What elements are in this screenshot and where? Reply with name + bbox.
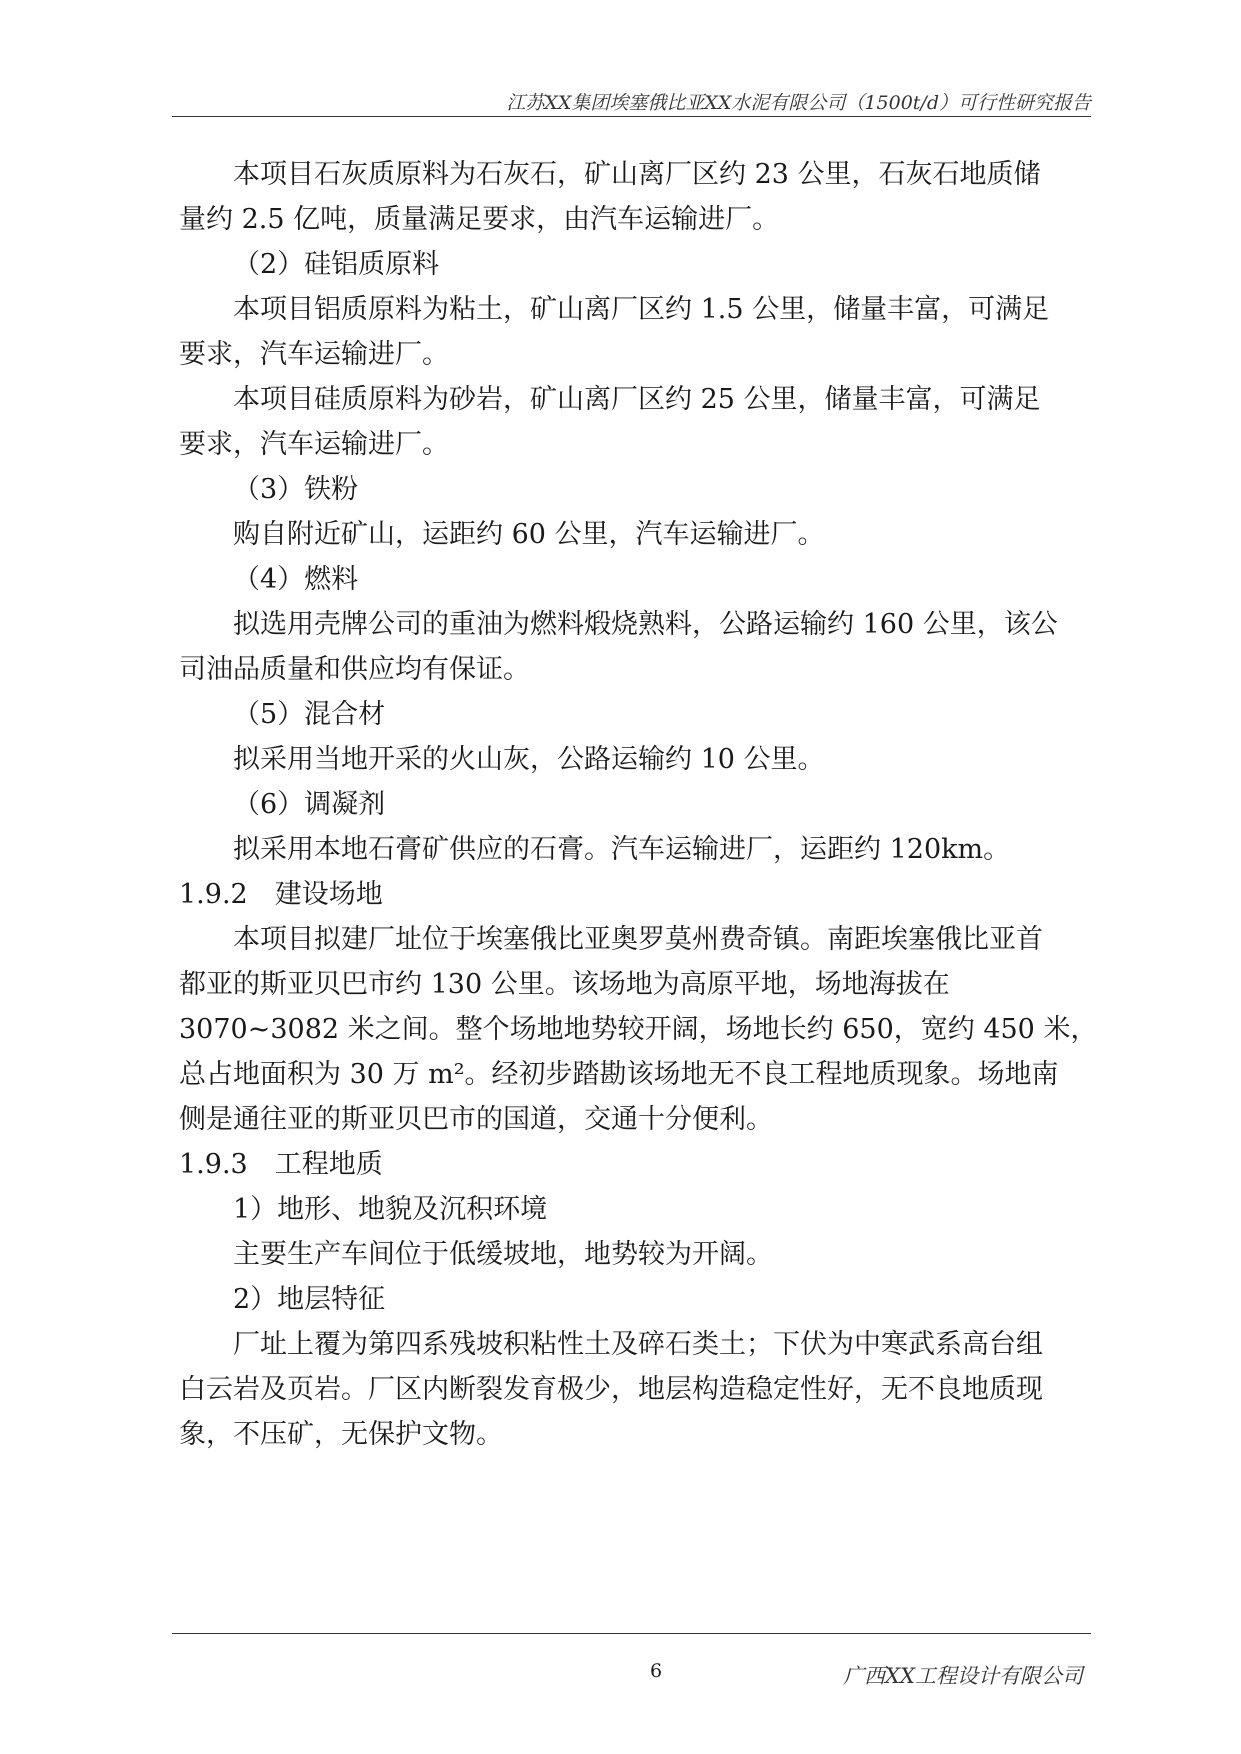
subsection-heading: 2）地层特征 bbox=[233, 1284, 386, 1315]
text-line: 要求，汽车运输进厂。 bbox=[179, 429, 449, 460]
text-line: 本项目拟建厂址位于埃塞俄比亚奥罗莫州费奇镇。南距埃塞俄比亚首 bbox=[233, 924, 1043, 955]
header-divider bbox=[172, 116, 1091, 117]
subsection-heading: （3）铁粉 bbox=[233, 474, 359, 505]
page-header-title: 江苏XX集团埃塞俄比亚XX水泥有限公司（1500t/d）可行性研究报告 bbox=[506, 92, 1091, 114]
subsection-heading: （5）混合材 bbox=[233, 699, 386, 730]
text-line: 本项目铝质原料为粘土，矿山离厂区约 1.5 公里，储量丰富，可满足 bbox=[233, 294, 1050, 325]
text-line: 主要生产车间位于低缓坡地，地势较为开阔。 bbox=[233, 1239, 773, 1270]
text-line: 总占地面积为 30 万 m²。经初步踏勘该场地无不良工程地质现象。场地南 bbox=[179, 1059, 1059, 1090]
text-line: 都亚的斯亚贝巴市约 130 公里。该场地为高原平地，场地海拔在 bbox=[179, 969, 950, 1000]
text-line: 量约 2.5 亿吨，质量满足要求，由汽车运输进厂。 bbox=[179, 204, 780, 235]
text-line: 本项目硅质原料为砂岩，矿山离厂区约 25 公里，储量丰富，可满足 bbox=[233, 384, 1041, 415]
footer-company: 广西XX工程设计有限公司 bbox=[843, 1664, 1083, 1688]
text-line: 司油品质量和供应均有保证。 bbox=[179, 654, 530, 685]
text-line: 拟采用当地开采的火山灰，公路运输约 10 公里。 bbox=[233, 744, 825, 775]
section-heading: 1.9.3 工程地质 bbox=[179, 1149, 383, 1180]
text-line: 拟选用壳牌公司的重油为燃料煅烧熟料，公路运输约 160 公里，该公 bbox=[233, 609, 1058, 640]
page-number: 6 bbox=[650, 1660, 663, 1682]
subsection-heading: （6）调凝剂 bbox=[233, 789, 386, 820]
subsection-heading: 1）地形、地貌及沉积环境 bbox=[233, 1194, 548, 1225]
text-line: 厂址上覆为第四系残坡积粘性土及碎石类土；下伏为中寒武系高台组 bbox=[233, 1329, 1043, 1360]
subsection-heading: （2）硅铝质原料 bbox=[233, 249, 440, 280]
footer-divider bbox=[172, 1633, 1091, 1634]
text-line: 侧是通往亚的斯亚贝巴市的国道，交通十分便利。 bbox=[179, 1104, 773, 1135]
text-line: 本项目石灰质原料为石灰石，矿山离厂区约 23 公里，石灰石地质储 bbox=[233, 159, 1041, 190]
text-line: 要求，汽车运输进厂。 bbox=[179, 339, 449, 370]
text-line: 购自附近矿山，运距约 60 公里，汽车运输进厂。 bbox=[233, 519, 825, 550]
text-line: 3070~3082 米之间。整个场地地势较开阔，场地长约 650，宽约 450 米， bbox=[179, 1014, 1098, 1045]
text-line: 白云岩及页岩。厂区内断裂发育极少，地层构造稳定性好，无不良地质现 bbox=[179, 1374, 1043, 1405]
subsection-heading: （4）燃料 bbox=[233, 564, 359, 595]
text-line: 象，不压矿，无保护文物。 bbox=[179, 1419, 503, 1450]
text-line: 拟采用本地石膏矿供应的石膏。汽车运输进厂，运距约 120km。 bbox=[233, 834, 1011, 865]
section-heading: 1.9.2 建设场地 bbox=[179, 879, 383, 910]
